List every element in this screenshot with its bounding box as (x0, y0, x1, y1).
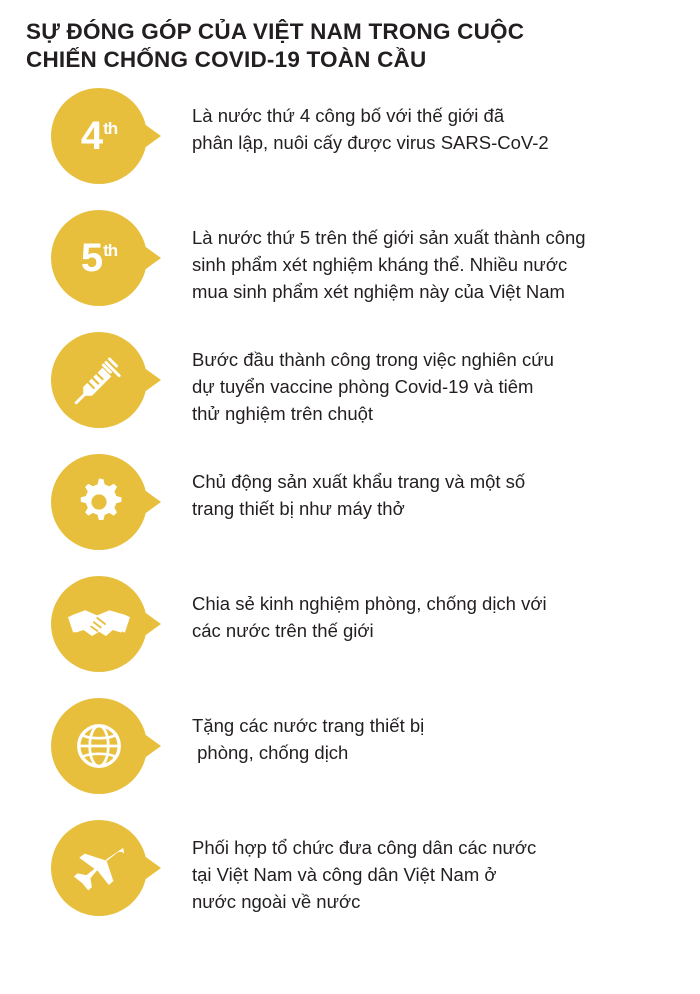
description-line: Là nước thứ 4 công bố với thế giới đã (192, 104, 505, 126)
description-line: dự tuyển vaccine phòng Covid-19 và tiêm (192, 375, 534, 397)
description-line: Là nước thứ 5 trên thế giới sản xuất thành công (192, 226, 586, 248)
description-line: Bước đầu thành công trong việc nghiên cứu (192, 348, 554, 370)
badge-container (24, 820, 174, 916)
contribution-list (24, 88, 676, 916)
spacer (24, 432, 676, 454)
rank-text (80, 235, 118, 280)
list-item (24, 454, 676, 550)
airplane-icon (70, 842, 128, 894)
description-line: Phối hợp tổ chức đưa công dân các nước (192, 836, 537, 858)
list-item (24, 88, 676, 184)
badge-container (24, 210, 174, 306)
rank-suffix: th (103, 241, 118, 261)
list-item (24, 576, 676, 672)
spacer (24, 554, 676, 576)
description-line: Chủ động sản xuất khẩu trang và một số (192, 470, 526, 492)
description-line: Chia sẻ kinh nghiệm phòng, chống dịch với (192, 592, 547, 614)
spacer (24, 310, 676, 332)
description-line: phòng, chống dịch (192, 741, 349, 763)
list-item (24, 332, 676, 428)
rank-suffix: th (103, 119, 118, 139)
icon-badge (51, 454, 147, 550)
syringe-icon (71, 352, 127, 408)
rank-number: 5 (80, 235, 103, 280)
item-description (174, 576, 642, 644)
item-description (174, 454, 642, 522)
handshake-icon (68, 600, 130, 648)
description-line: tại Việt Nam và công dân Việt Nam ở (192, 863, 497, 885)
item-description (174, 698, 642, 766)
rank-badge (51, 88, 147, 184)
item-description (174, 88, 642, 156)
description-line: sinh phẩm xét nghiệm kháng thể. Nhiều nước (192, 253, 568, 275)
description-line: mua sinh phẩm xét nghiệm này của Việt Nam (192, 281, 565, 303)
page-title: SỰ ĐÓNG GÓP CỦA VIỆT NAM TRONG CUỘC CHIẾN CHỐNG COVID-19 TOÀN CẦU (26, 19, 525, 72)
globe-icon (72, 719, 126, 773)
gear-icon (72, 475, 126, 529)
spacer (24, 676, 676, 698)
item-description (174, 820, 642, 916)
list-item (24, 210, 676, 306)
icon-badge (51, 576, 147, 672)
rank-number: 4 (80, 113, 103, 158)
spacer (24, 188, 676, 210)
description-line: phân lập, nuôi cấy được virus SARS-CoV-2 (192, 131, 549, 153)
description-line: các nước trên thế giới (192, 619, 374, 641)
icon-badge (51, 698, 147, 794)
item-description (174, 332, 642, 428)
badge-container (24, 576, 174, 672)
description-line: thử nghiệm trên chuột (192, 403, 374, 425)
badge-container (24, 454, 174, 550)
list-item (24, 698, 676, 794)
badge-container (24, 698, 174, 794)
description-line: Tặng các nước trang thiết bị (192, 714, 425, 736)
description-line: trang thiết bị như máy thở (192, 497, 405, 519)
description-line: nước ngoài về nước (192, 891, 361, 913)
icon-badge (51, 332, 147, 428)
list-item (24, 820, 676, 916)
item-description (174, 210, 642, 306)
icon-badge (51, 820, 147, 916)
badge-container (24, 88, 174, 184)
rank-badge (51, 210, 147, 306)
spacer (24, 798, 676, 820)
badge-container (24, 332, 174, 428)
rank-text (80, 113, 118, 158)
